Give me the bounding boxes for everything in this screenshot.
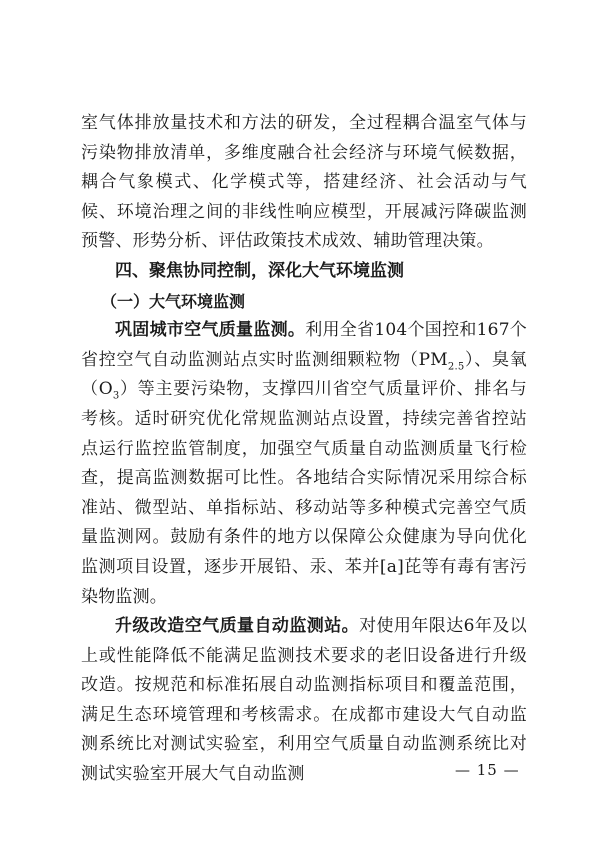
paragraph-air-quality-monitoring (81, 316, 527, 612)
paragraph-lead: 巩固城市空气质量监测。 (115, 320, 306, 341)
paragraph-lead: 升级改造空气质量自动监测站。 (115, 616, 360, 637)
paragraph-continuation: 室气体排放量技术和方法的研发，全过程耦合温室气体与污染物排放清单，多维度融合社会经济与环境气候数据，耦合气象模式、化学模式等，搭建经济、社会活动与气候、环境治理之间的非线性响应模型，开展减污降碳监测预警、形势分析、评估政策技术成效、辅助管理决策。 (81, 113, 527, 252)
document-body (81, 109, 527, 790)
section-heading: 四、聚焦协同控制，深化大气环境监测 (115, 260, 404, 281)
subscript: 2.5 (447, 361, 465, 373)
paragraph-text: ）、臭氧（O (81, 349, 527, 400)
subscript: 3 (112, 390, 120, 402)
subsection-heading: （一）大气环境监测 (101, 291, 246, 311)
page-number: — 15 — (455, 761, 520, 779)
paragraph-text: ）等主要污染物，支撑四川省空气质量评价、排名与考核。适时研究优化常规监测站点设置，持续完善省控站点运行监控监管制度，加强空气质量自动监测质量飞行检查，提高监测数据可比性。各地结合实际情况采用综合标准站、微型站、单指标站、移动站等多种模式完善空气质量监测网。鼓励有条件的地方以保障公众健康为导向优化监测项目设置，逐步开展铅、汞、苯并[a]芘等有毒有害污染物监测。 (81, 379, 527, 607)
paragraph-text: 对使用年限达6年及以上或性能降低不能满足监测技术要求的老旧设备进行升级改造。按规范和标准拓展自动监测指标项目和覆盖范围，满足生态环境管理和考核需求。在成都市建设大气自动监测系统比对测试实验室，利用空气质量自动监测系统比对测试实验室开展大气自动监测 (81, 616, 527, 785)
paragraph-text: 利用全省104个国控和167个省控空气自动监测站点实时监测细颗粒物（PM (81, 320, 527, 370)
